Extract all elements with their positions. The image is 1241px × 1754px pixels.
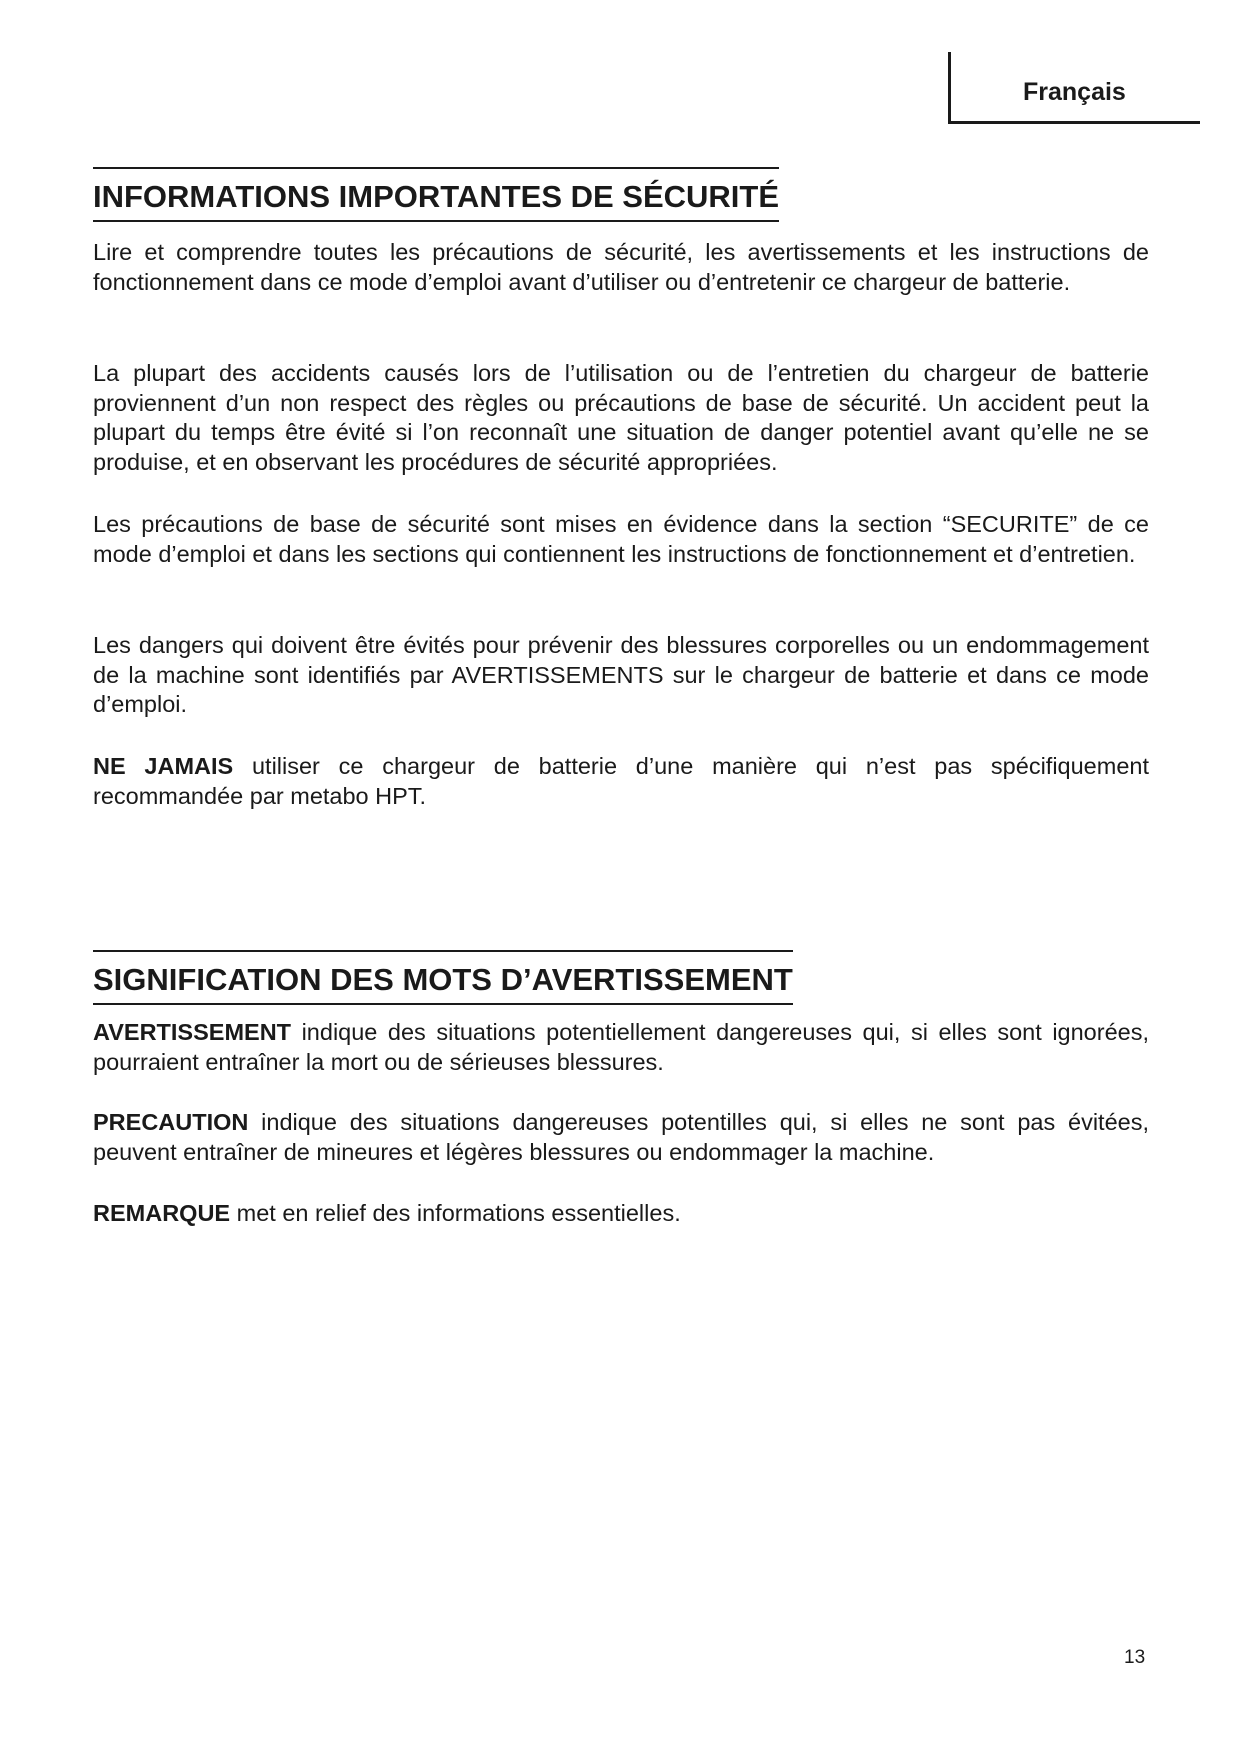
definition-term: REMARQUE bbox=[93, 1200, 231, 1226]
definition-term: AVERTISSEMENT bbox=[93, 1019, 292, 1045]
paragraph-dangers: Les dangers qui doivent être évités pour prévenir des blessures corporelles ou un endommagement de la machine sont identifiés par AVERTISSEMENTS sur le chargeur de batterie et dans ce mode d’emploi. bbox=[93, 632, 1149, 717]
definition-text: indique des situations dangereuses potentilles qui, si elles ne sont pas évitées, peuvent entraîner de mineures et légères blessures ou endommager la machine. bbox=[93, 1109, 1149, 1165]
paragraph-basic-precautions: Les précautions de base de sécurité sont mises en évidence dans la section “SECURITE” de ce mode d’emploi et dans les sections qui contiennent les instructions de fonctionnement et d’entretien. bbox=[93, 511, 1149, 567]
definition-note bbox=[93, 1199, 1149, 1229]
definition-term: PRECAUTION bbox=[93, 1109, 249, 1135]
never-text: utiliser ce chargeur de batterie d’une manière qui n’est pas spécifiquement recommandée par metabo HPT. bbox=[93, 753, 1149, 809]
language-tab bbox=[948, 52, 1200, 124]
paragraph-read-instructions: Lire et comprendre toutes les précautions de sécurité, les avertissements et les instructions de fonctionnement dans ce mode d’emploi avant d’utiliser ou d’entretenir ce chargeur de batterie. bbox=[93, 239, 1149, 295]
definition-warning bbox=[93, 1018, 1149, 1077]
never-term: NE JAMAIS bbox=[93, 753, 234, 779]
section-title-safety: INFORMATIONS IMPORTANTES DE SÉCURITÉ bbox=[93, 167, 779, 222]
definition-text: indique des situations potentiellement dangereuses qui, si elles sont ignorées, pourraient entraîner la mort ou de sérieuses blessures. bbox=[93, 1019, 1149, 1075]
definition-caution bbox=[93, 1108, 1149, 1167]
paragraph-accidents: La plupart des accidents causés lors de l’utilisation ou de l’entretien du chargeur de batterie proviennent d’un non respect des règles ou précautions de base de sécurité. Un accident peut la plupart du temps être évité si l’on reconnaît une situation de danger potentiel avant qu’elle ne se produise, et en observant les procédures de sécurité appropriées. bbox=[93, 360, 1149, 475]
paragraph-never bbox=[93, 752, 1149, 811]
language-label: Français bbox=[1023, 78, 1126, 106]
definition-text: met en relief des informations essentielles. bbox=[230, 1200, 681, 1226]
section-title-signal-words: SIGNIFICATION DES MOTS D’AVERTISSEMENT bbox=[93, 950, 793, 1005]
page-number: 13 bbox=[1124, 1647, 1146, 1668]
